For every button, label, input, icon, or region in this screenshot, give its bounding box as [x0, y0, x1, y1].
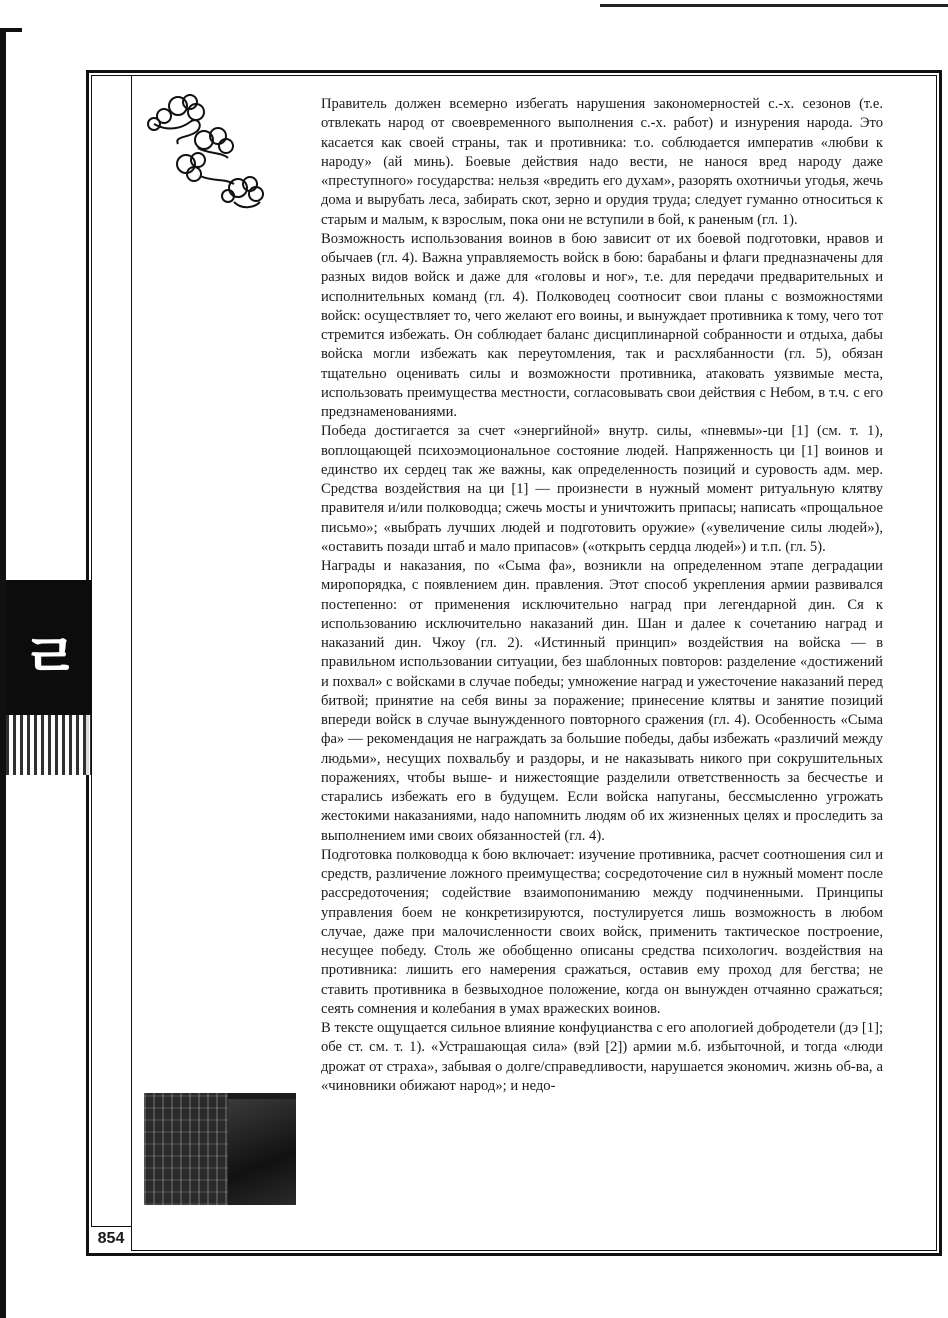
thumb-index-texture [6, 715, 92, 775]
photo-inset-right-panel [228, 1099, 296, 1205]
paragraph: Подготовка полководца к бою включает: изучение противника, расчет соотношения сил и средств, различение ложного преимущества; сосредоточение сил в нужный момент после рассредоточения; содействие взаимопониманию между подчиненными. Принципы управления боем не конкретизируются, постулируется лишь возможность в любом случае, даже при малочисленности своих войск, применить тактическое построение, несущее победу. Столь же обобщенно описаны средства психологич. воздействия на противника: лишить его намерения сражаться, оставив ему проход для бегства; не ставить противника в безвыходное положение, когда он вынужден отчаянно сражаться; сеять сомнения и колебания в умах вражеских воинов. [321, 846, 883, 1017]
gutter-rule [131, 75, 132, 1251]
paragraph: Награды и наказания, по «Сыма фа», возникли на определенном этапе деградации миропорядка, с появлением дин. правления. Этот способ укрепления армии развивался постепенно: от применения исключительно наград при легендарной дин. Ся к использованию исключительно наказаний дин. Шан и далее к сочетанию наград и наказаний дин. Чжоу (гл. 2). «Истинный принцип» воздействия на войска — в правильном использовании ситуации, без шаблонных повторов: разделение «достижений и похвал» с войсками в случае победы; умножение наград и ужесточение наказаний перед битвой; принятие на себя вины за поражение; принесение клятвы и занятие позиций впереди войск в случае вынужденного повторного сражения (гл. 4). Особенность «Сыма фа» — рекомендация не награждать за большие победы, дабы избежать «различий между людьми», несущих похвальбу и раздоры, и не наказывать никого при сокрушительных поражениях, чтобы выше- и нижестоящие разделили ответственность за бесчестье и старались избежать его в будущем. Если войска напуганы, бессмысленно угрожать жестокими наказаниями, надо напомнить людям об их жизненных целях и проследить за выполнением ими своих обязанностей (гл. 4). [321, 558, 883, 844]
paragraph: Правитель должен всемерно избегать нарушения закономерностей с.-х. сезонов (т.е. отвлекать народ от своевременного выполнения с.-х. работ) и изнурения народа. Это касается как своей страны, так и противника: т.о. соблюдается императив «любви к народу» (ай минь). Боевые действия надо вести, не нанося вред народу даже «преступного» государства: нельзя «вредить его духам», разорять охотничьи угодья, жечь дома и вырубать леса, забирать скот, зерно и орудия труда; следует гуманно относиться к старым и малым, к взрослым, пока они не вступили в бой, к раненым (гл. 1). [321, 96, 883, 228]
scan-left-corner [0, 28, 22, 32]
cloud-ornament [138, 92, 278, 217]
page-number: 854 [91, 1226, 131, 1251]
paragraph: Возможность использования воинов в бою зависит от их боевой подготовки, нравов и обычаев (гл. 4). Важна управляемость войск в бою: барабаны и флаги предназначены для разных видов войск и даже для «головы и ног», т.е. для передачи предварительных и исполнительных команд (гл. 4). Полководец соотносит свои планы с возможностями войск: осуществляет то, чего желают его воины, и вынуждает противника к тому, чего тот стремится избежать. Он соблюдает баланс дисциплинарной собранности и отдыха, дабы войска могли избежать как переутомления, так и расхлябанности (гл. 5), обязан тщательно оценивать силы и возможности противника, атаковать уязвимые места, использовать преимущества местности, согласовывать свои действия с Небом, в т.ч. с его предзнаменованиями. [321, 230, 883, 420]
paragraph: Победа достигается за счет «энергийной» внутр. силы, «пневмы»-ци [1] (см. т. 1), воплощающей психоэмоциональное состояние людей. Напряженность ци [1] воинов и единство их сердец так же важны, как определенность позиций и суровость адм. мер. Средства воздействия на ци [1] — произнести в нужный момент ритуальную клятву правителя и/или полководца; сжечь мосты и уничтожить припасы; написать «прощальное письмо»; «выбрать лучших людей и подготовить оружие» («увеличение силы людей»), «оставить позади штаб и мало припасов» («открыть сердца людей») и т.п. (гл. 5). [321, 423, 883, 555]
article-text-column [321, 95, 883, 1096]
scan-top-rule [600, 4, 948, 7]
photo-inset-left-panel [144, 1093, 228, 1205]
paragraph: В тексте ощущается сильное влияние конфуцианства с его апологией добродетели (дэ [1]; обе ст. см. т. 1). «Устрашающая сила» (вэй [2]) армии м.б. избыточной, и тогда «люди дрожат от страха», забывая о долге/справедливости, нарушается экономич. жизнь об-ва, а «чиновники обижают народ»; и недо- [321, 1020, 883, 1094]
thumb-index-glyph: ㄹ [22, 623, 80, 693]
photo-inset [144, 1093, 296, 1205]
